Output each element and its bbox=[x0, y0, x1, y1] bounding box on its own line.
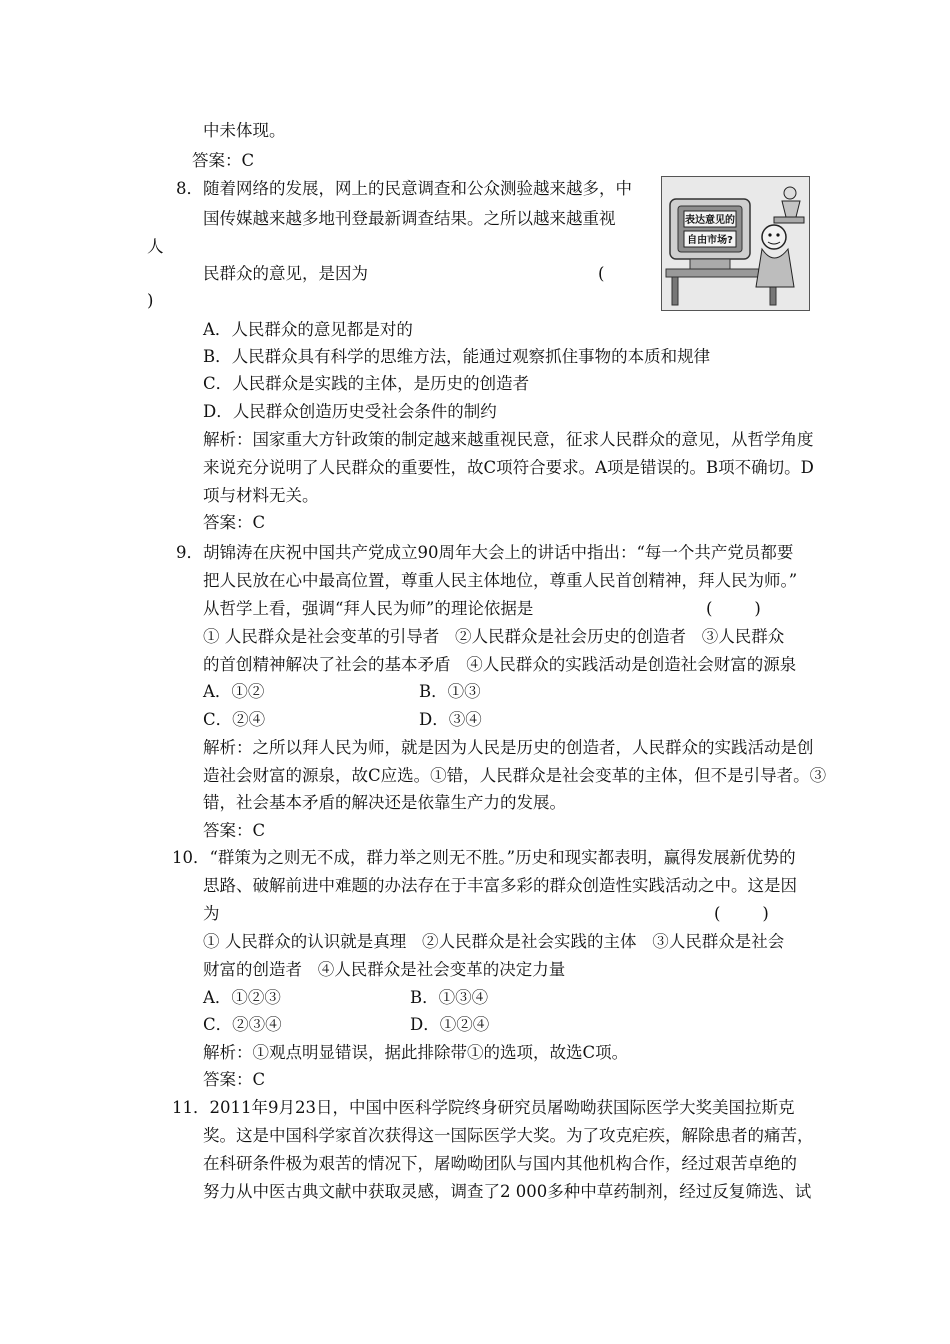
explanation-line: 造社会财富的源泉，故C应选。①错，人民群众是社会变革的主体，但不是引导者。③ bbox=[203, 766, 827, 785]
option-d: D．③④ bbox=[419, 710, 482, 729]
cartoon-text: 自由市场? bbox=[687, 235, 733, 246]
explanation-line: 解析：①观点明显错误，据此排除带①的选项，故选C项。 bbox=[203, 1043, 629, 1062]
statement-line: ① 人民群众的认识就是真理 ②人民群众是社会实践的主体 ③人民群众是社会 bbox=[203, 932, 785, 951]
question-8-stem: 人 bbox=[147, 237, 164, 256]
answer-paren: ( ) bbox=[714, 904, 769, 923]
answer-line: 答案：C bbox=[203, 1070, 266, 1089]
statement-line: 财富的创造者 ④人民群众是社会变革的决定力量 bbox=[203, 960, 566, 979]
option-b: B．人民群众具有科学的思维方法，能通过观察抓住事物的本质和规律 bbox=[203, 347, 711, 366]
option-c: C．②④ bbox=[203, 710, 266, 729]
question-9-stem: 把人民放在心中最高位置，尊重人民主体地位，尊重人民首创精神，拜人民为师。” bbox=[203, 571, 798, 590]
question-8-stem: 民群众的意见，是因为 bbox=[203, 264, 368, 283]
option-a: A．①②③ bbox=[203, 988, 281, 1007]
explanation-line: 错，社会基本矛盾的解决还是依靠生产力的发展。 bbox=[203, 793, 566, 812]
option-d: D．人民群众创造历史受社会条件的制约 bbox=[203, 402, 497, 421]
question-10-stem: 思路、破解前进中难题的办法存在于丰富多彩的群众创造性实践活动之中。这是因 bbox=[203, 876, 797, 895]
answer-paren-left: ( bbox=[598, 264, 605, 283]
question-11-stem: 在科研条件极为艰苦的情况下，屠呦呦团队与国内其他机构合作，经过艰苦卓绝的 bbox=[203, 1154, 797, 1173]
question-10-stem: 为 bbox=[203, 904, 220, 923]
question-11-stem: 奖。这是中国科学家首次获得这一国际医学大奖。为了攻克疟疾，解除患者的痛苦， bbox=[203, 1126, 814, 1145]
option-a: A．人民群众的意见都是对的 bbox=[203, 320, 413, 339]
option-b: B．①③ bbox=[419, 682, 481, 701]
cartoon-computer-person-icon bbox=[662, 177, 809, 310]
text-line: 中未体现。 bbox=[203, 121, 286, 140]
question-9-stem: 从哲学上看，强调“拜人民为师”的理论依据是 bbox=[203, 599, 534, 618]
answer-paren: ( ) bbox=[706, 599, 761, 618]
statement-line: ① 人民群众是社会变革的引导者 ②人民群众是社会历史的创造者 ③人民群众 bbox=[203, 627, 785, 646]
answer-line: 答案：C bbox=[203, 513, 266, 532]
cartoon-text: 表达意见的 bbox=[685, 215, 735, 226]
statement-line: 的首创精神解决了社会的基本矛盾 ④人民群众的实践活动是创造社会财富的源泉 bbox=[203, 655, 797, 674]
question-10-stem: 10．“群策为之则无不成，群力举之则无不胜。”历史和现实都表明，赢得发展新优势的 bbox=[172, 848, 796, 867]
option-b: B．①③④ bbox=[410, 988, 489, 1007]
question-8-stem: 8．随着网络的发展，网上的民意调查和公众测验越来越多，中 bbox=[176, 179, 632, 198]
option-c: C．②③④ bbox=[203, 1015, 282, 1034]
option-c: C．人民群众是实践的主体，是历史的创造者 bbox=[203, 374, 530, 393]
answer-paren-right: ) bbox=[147, 291, 154, 310]
question-11-stem: 努力从中医古典文献中获取灵感，调查了2 000多种中草药制剂，经过反复筛选、试 bbox=[203, 1182, 812, 1201]
question-8-stem: 国传媒越来越多地刊登最新调查结果。之所以越来越重视 bbox=[203, 209, 616, 228]
question-9-stem: 9．胡锦涛在庆祝中国共产党成立90周年大会上的讲话中指出：“每一个共产党员都要 bbox=[176, 543, 794, 562]
option-d: D．①②④ bbox=[410, 1015, 490, 1034]
question-11-stem: 11．2011年9月23日，中国中医科学院终身研究员屠呦呦获国际医学大奖美国拉斯克 bbox=[172, 1098, 795, 1117]
explanation-line: 解析：之所以拜人民为师，就是因为人民是历史的创造者，人民群众的实践活动是创 bbox=[203, 738, 814, 757]
answer-line: 答案：C bbox=[203, 821, 266, 840]
explanation-line: 项与材料无关。 bbox=[203, 486, 319, 505]
option-a: A．①② bbox=[203, 682, 265, 701]
explanation-line: 解析：国家重大方针政策的制定越来越重视民意，征求人民群众的意见，从哲学角度 bbox=[203, 430, 814, 449]
explanation-line: 来说充分说明了人民群众的重要性，故C项符合要求。A项是错误的。B项不确切。D bbox=[203, 458, 814, 477]
cartoon-illustration bbox=[661, 176, 810, 311]
answer-line: 答案：C bbox=[192, 151, 255, 170]
